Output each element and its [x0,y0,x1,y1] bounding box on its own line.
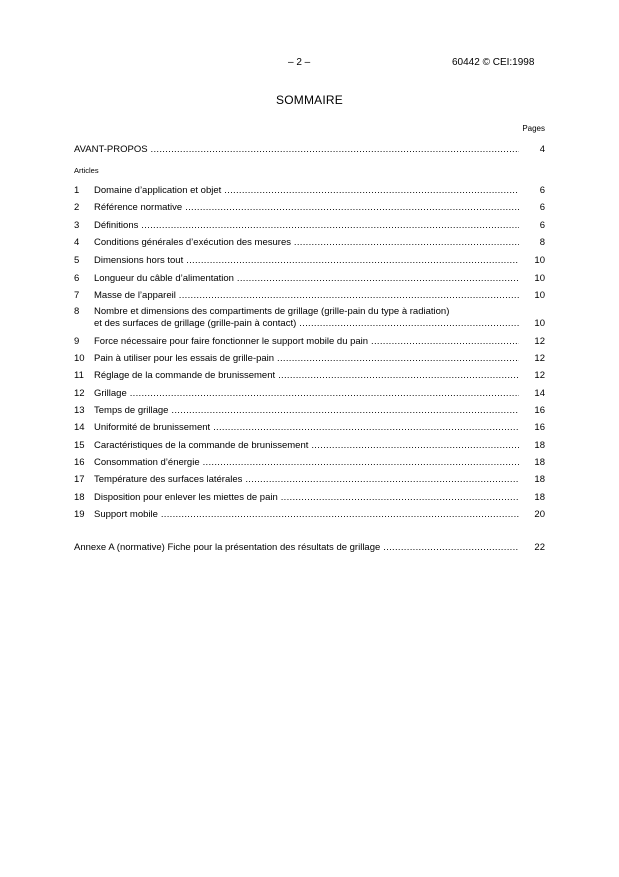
toc-entry-number: 1 [74,185,80,196]
toc-entry-page: 16 [534,422,545,433]
toc-entry-page: 8 [539,237,545,248]
toc-entry-foreword[interactable] [74,142,545,156]
toc-entry-label: Grillage ..... [94,388,519,400]
toc-entry-page: 22 [534,542,545,553]
toc-entry-page: 6 [539,185,545,196]
toc-entry-number: 6 [74,273,80,284]
toc-entry-label: Pain à utiliser pour les essais de grille-pain ..... [94,353,519,365]
toc-entry-page: 18 [534,440,545,451]
toc-entry-5[interactable] [74,253,545,267]
toc-entry-label: Caractéristiques de la commande de brunissement ..... [94,440,519,452]
toc-entry-page: 18 [534,474,545,485]
toc-entry-label: Disposition pour enlever les miettes de pain ..... [94,492,519,504]
toc-entry-7[interactable] [74,288,545,302]
pages-column-label: Pages [522,124,545,133]
toc-entry-page: 10 [534,318,545,329]
toc-entry-number: 15 [74,440,85,451]
toc-entry-8[interactable] [74,306,545,330]
toc-entry-page: 18 [534,457,545,468]
toc-entry-label-line1: Nombre et dimensions des compartiments de grillage (grille-pain du type à radiation) [94,306,450,317]
toc-entry-10[interactable] [74,351,545,365]
toc-entry-annex-a[interactable] [74,540,545,554]
toc-entry-number: 8 [74,306,80,317]
toc-entry-page: 10 [534,273,545,284]
toc-entry-11[interactable] [74,368,545,382]
toc-entry-number: 14 [74,422,85,433]
toc-entry-4[interactable] [74,235,545,249]
toc-entry-page: 10 [534,290,545,301]
toc-entry-1[interactable] [74,183,545,197]
toc-entry-number: 17 [74,474,85,485]
page-number: – 2 – [288,57,311,68]
toc-entry-9[interactable] [74,334,545,348]
toc-entry-label: Réglage de la commande de brunissement ..... [94,370,519,382]
toc-entry-number: 12 [74,388,85,399]
toc-entry-page: 20 [534,509,545,520]
toc-entry-number: 4 [74,237,80,248]
toc-entry-label: Référence normative ..... [94,202,519,214]
toc-entry-number: 13 [74,405,85,416]
document-reference: 60442 © CEI:1998 [452,57,535,68]
toc-entry-page: 12 [534,370,545,381]
toc-entry-16[interactable] [74,455,545,469]
toc-entry-12[interactable] [74,386,545,400]
toc-entry-number: 11 [74,370,84,381]
toc-entry-page: 12 [534,353,545,364]
toc-entry-page: 18 [534,492,545,503]
toc-entry-18[interactable] [74,490,545,504]
toc-entry-label: Domaine d’application et objet ..... [94,185,519,197]
toc-entry-number: 19 [74,509,85,520]
toc-entry-15[interactable] [74,438,545,452]
toc-entry-label: Température des surfaces latérales ..... [94,474,519,486]
toc-entry-13[interactable] [74,403,545,417]
toc-entry-label: Annexe A (normative) Fiche pour la présentation des résultats de grillage ..... [74,542,519,554]
toc-entry-page: 14 [534,388,545,399]
toc-entry-label: AVANT-PROPOS ..... [74,144,519,156]
toc-entry-label: Consommation d’énergie ..... [94,457,519,469]
toc-entry-page: 4 [539,144,545,155]
toc-entry-number: 3 [74,220,80,231]
page-title: SOMMAIRE [276,93,343,107]
toc-entry-number: 18 [74,492,85,503]
toc-entry-label: Temps de grillage ..... [94,405,519,417]
toc-entry-number: 5 [74,255,80,266]
toc-entry-page: 6 [539,202,545,213]
toc-entry-label: Support mobile ..... [94,509,519,521]
toc-entry-label: Dimensions hors tout ..... [94,255,519,267]
toc-entry-number: 16 [74,457,85,468]
toc-entry-14[interactable] [74,420,545,434]
articles-label: Articles [74,166,99,175]
toc-entry-label: Conditions générales d’exécution des mesures ..... [94,237,519,249]
toc-entry-3[interactable] [74,218,545,232]
toc-entry-number: 10 [74,353,85,364]
toc-entry-17[interactable] [74,472,545,486]
toc-entry-label: Masse de l’appareil ..... [94,290,519,302]
toc-entry-number: 7 [74,290,80,301]
toc-entry-page: 10 [534,255,545,266]
toc-entry-label: Uniformité de brunissement ..... [94,422,519,434]
toc-entry-number: 9 [74,336,80,347]
toc-entry-label-line2: et des surfaces de grillage (grille-pain à contact) ..... [94,318,519,330]
toc-entry-6[interactable] [74,271,545,285]
toc-entry-page: 6 [539,220,545,231]
toc-entry-19[interactable] [74,507,545,521]
toc-entry-label: Définitions ..... [94,220,519,232]
toc-entry-2[interactable] [74,200,545,214]
toc-entry-number: 2 [74,202,80,213]
toc-entry-label: Force nécessaire pour faire fonctionner le support mobile du pain ..... [94,336,519,348]
toc-entry-page: 16 [534,405,545,416]
toc-entry-label: Longueur du câble d’alimentation ..... [94,273,519,285]
toc-entry-page: 12 [534,336,545,347]
